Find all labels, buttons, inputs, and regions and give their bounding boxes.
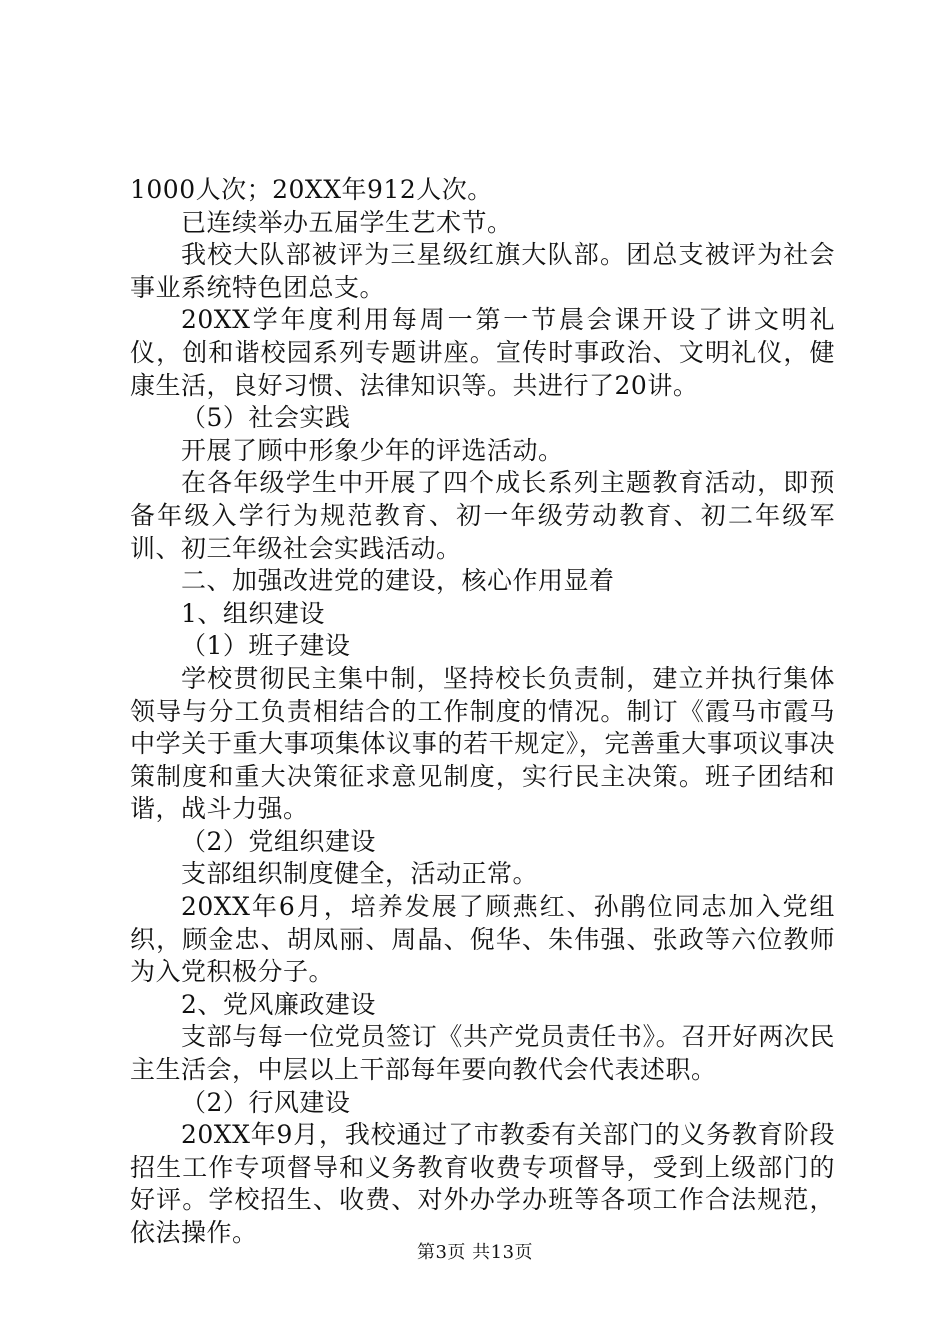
paragraph: 开展了顾中形象少年的评选活动。: [181, 435, 564, 465]
section-subheading: （2）党组织建设: [181, 826, 376, 856]
section-subheading: 2、党风廉政建设: [181, 989, 376, 1019]
paragraph: 学校贯彻民主集中制，坚持校长负责制，建立并执行集体领导与分工负责相结合的工作制度的情况。制订《霞马市霞马中学关于重大事项集体议事的若干规定》，完善重大事项议事决策制度和重大决策征求意见制度，实行民主决策。班子团结和谐，战斗力强。: [130, 663, 835, 824]
document-body: [130, 174, 835, 1250]
paragraph: 支部组织制度健全，活动正常。: [181, 859, 539, 889]
page-number-footer: 第3页 共13页: [416, 1242, 534, 1263]
paragraph: 1000人次；20XX年912人次。: [130, 175, 493, 204]
paragraph: 20XX年9月，我校通过了市教委有关部门的义务教育阶段招生工作专项督导和义务教育收费专项督导，受到上级部门的好评。学校招生、收费、对外办学办班等各项工作合法规范，依法操作。: [130, 1120, 835, 1247]
paragraph: 已连续举办五届学生艺术节。: [181, 207, 513, 237]
section-subheading: 1、组织建设: [181, 598, 325, 628]
section-subheading: （2）行风建设: [181, 1087, 351, 1117]
section-subheading: （5）社会实践: [181, 403, 351, 433]
paragraph: 支部与每一位党员签订《共产党员责任书》。召开好两次民主生活会，中层以上干部每年要向教代会代表述职。: [130, 1022, 835, 1085]
section-heading: 二、加强改进党的建设，核心作用显着: [181, 566, 615, 596]
paragraph: 20XX学年度利用每周一第一节晨会课开设了讲文明礼仪，创和谐校园系列专题讲座。宣传时事政治、文明礼仪，健康生活，良好习惯、法律知识等。共进行了20讲。: [130, 305, 835, 400]
paragraph: 我校大队部被评为三星级红旗大队部。团总支被评为社会事业系统特色团总支。: [130, 240, 835, 302]
paragraph: 在各年级学生中开展了四个成长系列主题教育活动，即预备年级入学行为规范教育、初一年级劳动教育、初二年级军训、初三年级社会实践活动。: [130, 468, 835, 563]
paragraph: 20XX年6月，培养发展了顾燕红、孙鹃位同志加入党组织，顾金忠、胡凤丽、周晶、倪华、朱伟强、张政等六位教师为入党积极分子。: [130, 892, 835, 987]
section-subheading: （1）班子建设: [181, 631, 351, 661]
